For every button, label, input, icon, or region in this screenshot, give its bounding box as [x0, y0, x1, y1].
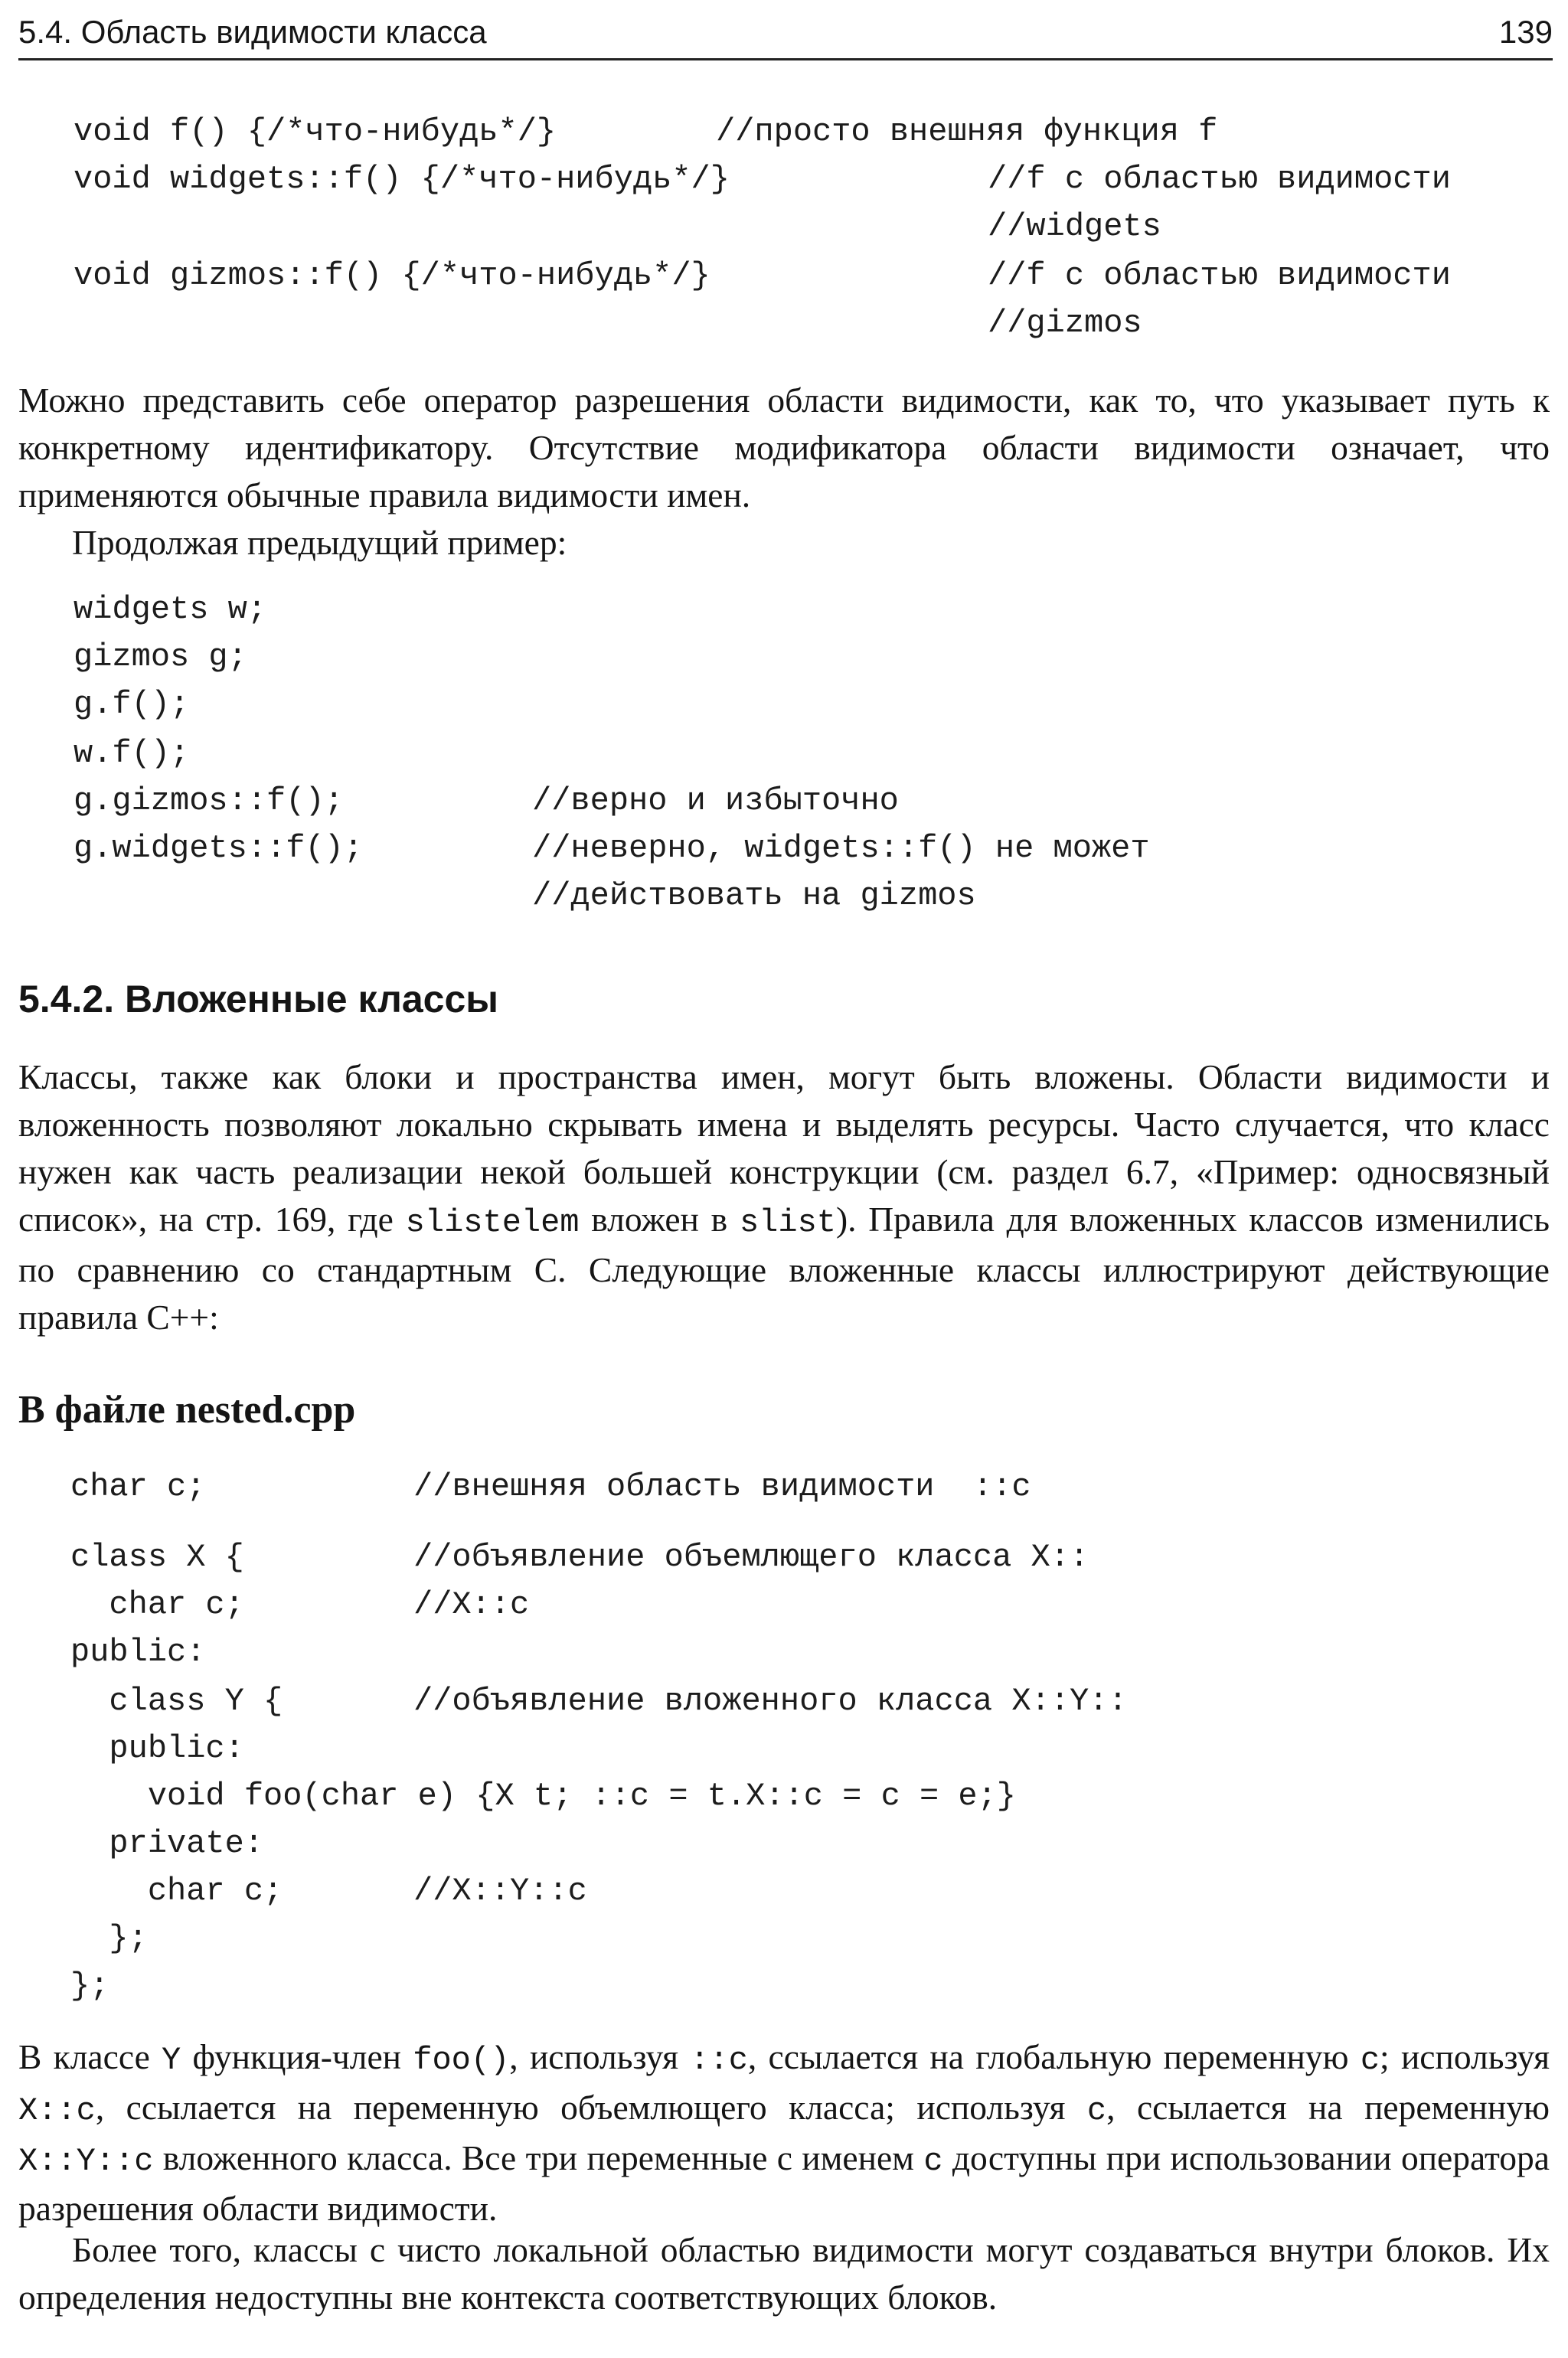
code-line: widgets w; [74, 591, 267, 628]
inline-code: slist [739, 1204, 836, 1241]
code-line: private: [70, 1825, 264, 1862]
code-comment: //X::c [413, 1586, 530, 1623]
body-text: В классе [18, 2037, 162, 2076]
body-paragraph [18, 2226, 1550, 2321]
code-line: g.gizmos::f(); [74, 782, 344, 819]
body-text: , ссылается на глобальную переменную [747, 2037, 1361, 2076]
code-line: char c; [70, 1586, 244, 1623]
code-comment: //объявление вложенного класса X::Y:: [413, 1683, 1128, 1720]
code-comment: //X::Y::c [413, 1873, 587, 1909]
code-comment: //gizmos [988, 305, 1142, 341]
page-number: 139 [1498, 14, 1553, 50]
code-line: char c; [70, 1873, 283, 1909]
code-line: }; [70, 1920, 148, 1957]
body-text: , используя [509, 2037, 691, 2076]
inline-code: Y [162, 2042, 181, 2079]
code-line: class Y { [70, 1683, 283, 1720]
body-text: функция-член [181, 2037, 413, 2076]
code-line: void gizmos::f() {/*что-нибудь*/} [74, 257, 710, 294]
body-paragraph: Можно представить себе оператор разрешения области видимости, как то, что указывает путь к конкретному идентификатору. Отсутствие модификатора области видимости означает, что применяются обычные правила видимости имен. [18, 380, 1550, 514]
body-paragraph [18, 2033, 1550, 2232]
code-comment: //неверно, widgets::f() не может [532, 830, 1150, 867]
code-line: class X { [70, 1539, 244, 1576]
code-comment: //widgets [988, 208, 1161, 245]
body-text: Более того, классы с чисто локальной областью видимости могут создаваться внутри блоков. Их определения недоступны вне контекста соответствующих блоков. [18, 2230, 1550, 2317]
inline-code: X::Y::c [18, 2143, 154, 2180]
body-text: вложенного класса. Все три переменные с именем [153, 2138, 924, 2177]
code-line: gizmos g; [74, 638, 247, 675]
code-line: void f() {/*что-нибудь*/} [74, 113, 557, 150]
code-line: w.f(); [74, 735, 190, 772]
body-paragraph [18, 1053, 1550, 1341]
code-comment: //f с областью видимости [988, 161, 1451, 198]
body-text: доступны при использовании оператора разрешения области видимости. [18, 2138, 1550, 2228]
inline-code: c [1360, 2042, 1380, 2079]
body-text: ). Правила для вложенных классов изменились по сравнению со стандартным С. Следующие вложенные классы иллюстрируют действующие правила С++: [18, 1200, 1550, 1337]
body-paragraph-lead [18, 519, 1550, 567]
code-comment: //верно и избыточно [532, 782, 899, 819]
inline-code: c [923, 2143, 943, 2180]
code-line: public: [70, 1634, 206, 1671]
code-line: void foo(char e) {X t; ::c = t.X::c = c = e;} [70, 1778, 1017, 1814]
inline-code: X::c [18, 2092, 96, 2129]
inline-code: foo() [413, 2042, 510, 2079]
code-line: void widgets::f() {/*что-нибудь*/} [74, 161, 730, 198]
code-comment: //внешняя область видимости ::c [413, 1468, 1031, 1505]
body-text: , ссылается на переменную [1106, 2088, 1550, 2127]
section-heading: 5.4.2. Вложенные классы [18, 978, 499, 1021]
body-text: Классы, также как блоки и пространства имен, могут быть вложены. Области видимости и вложенность позволяют локально скрывать имена и выделять ресурсы. Часто случается, что класс нужен как часть реализации некой большей конструкции (см. раздел 6.7, «Пример: односвязный список», на стр. 169, где [18, 1057, 1550, 1239]
code-comment: //объявление объемлющего класса X:: [413, 1539, 1089, 1576]
body-text: , ссылается на переменную объемлющего класса; используя [95, 2088, 1087, 2127]
code-line: char c; [70, 1468, 206, 1505]
body-text: ; используя [1380, 2037, 1550, 2076]
file-heading: В файле nested.cpp [18, 1388, 356, 1432]
inline-code: c [1086, 2092, 1107, 2129]
inline-code: slistelem [405, 1204, 580, 1241]
page-header [18, 5, 1553, 60]
code-line: g.f(); [74, 686, 190, 723]
inline-code: ::c [690, 2042, 748, 2079]
body-text: Продолжая предыдущий пример: [72, 523, 567, 562]
code-comment: //действовать на gizmos [532, 877, 976, 914]
code-comment: //просто внешняя функция f [716, 113, 1218, 150]
code-line: }; [70, 1968, 109, 2004]
code-comment: //f с областью видимости [988, 257, 1451, 294]
body-text: вложен в [579, 1200, 740, 1239]
code-line: public: [70, 1730, 244, 1767]
running-section-title: 5.4. Область видимости класса [18, 14, 487, 50]
code-line: g.widgets::f(); [74, 830, 364, 867]
